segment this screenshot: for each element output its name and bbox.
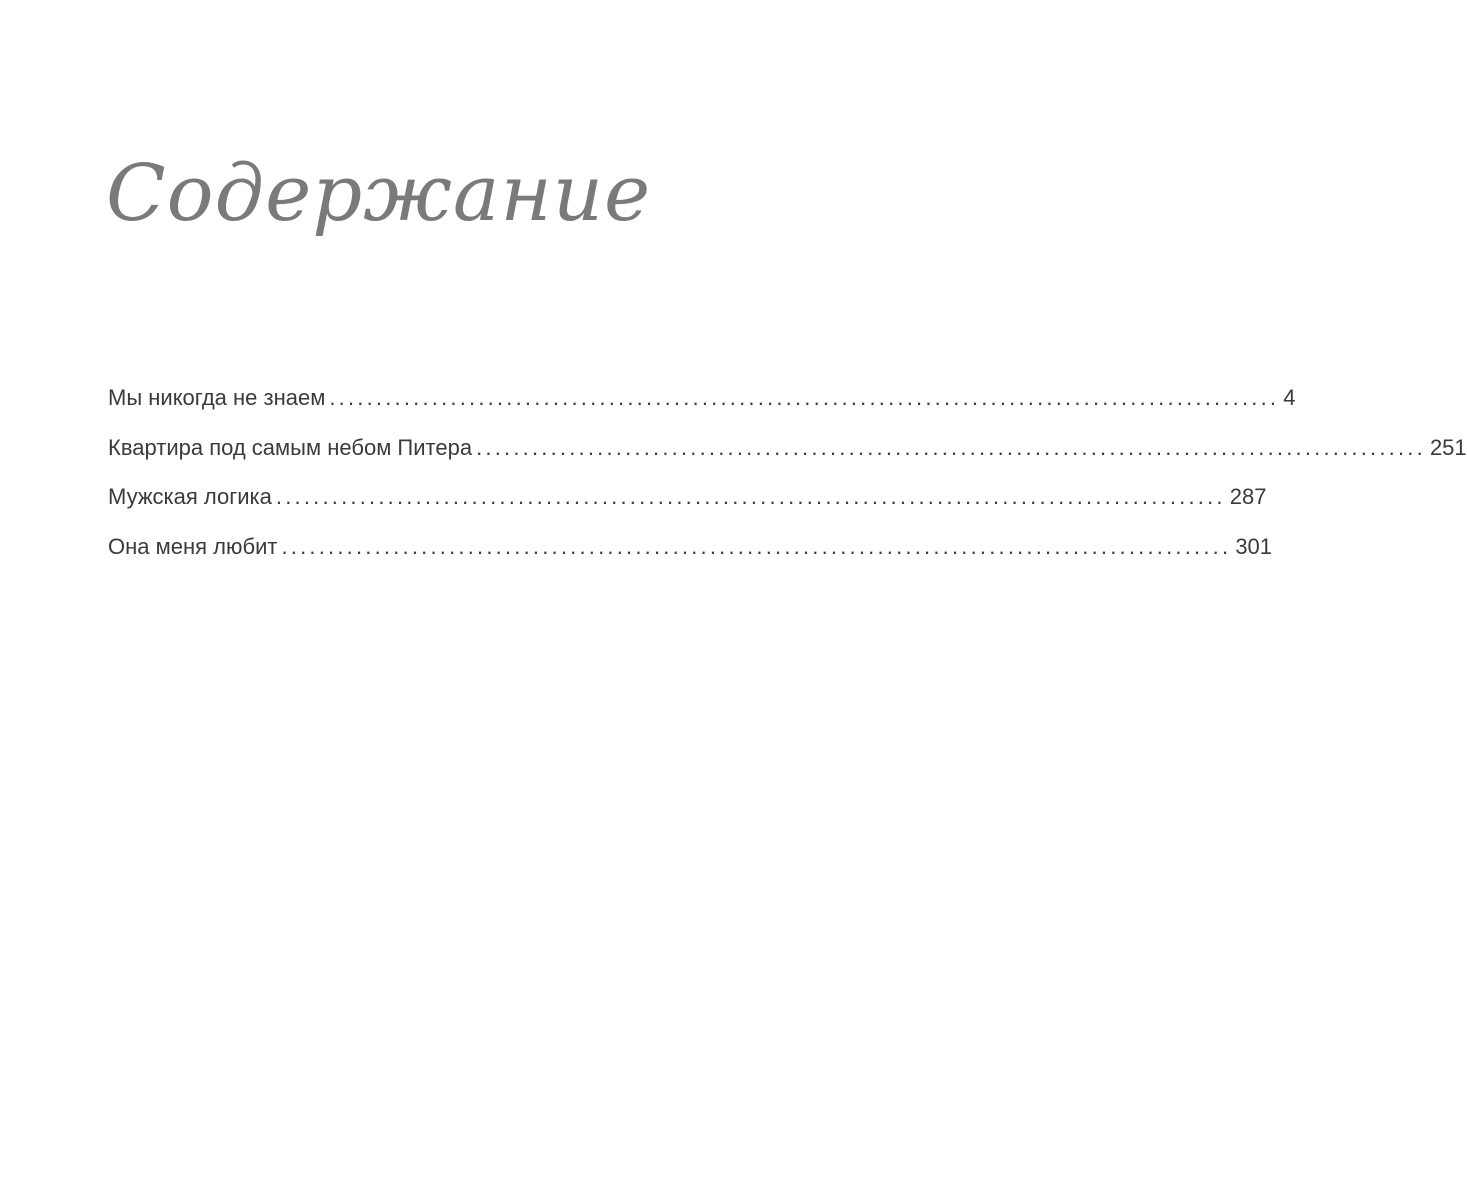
toc-page-number: 4 [1283, 385, 1296, 410]
toc-entry-title: Она меня любит [108, 533, 278, 559]
toc-entry-title: Мужская логика [108, 484, 272, 509]
toc-entry [108, 484, 1267, 534]
toc-entry [108, 385, 1296, 435]
toc-page-number: 251 [1429, 434, 1467, 460]
toc-page-number: 301 [1235, 533, 1273, 559]
dot-leader: ...................................................................................................... [281, 533, 1232, 559]
dot-leader: ...................................................................................................... [476, 434, 1426, 460]
toc-entry [108, 434, 1467, 485]
toc-list [108, 385, 1467, 583]
toc-entry-title: Квартира под самым небом Питера [108, 434, 473, 460]
toc-entry-title: Мы никогда не знаем [108, 385, 326, 410]
toc-heading: Содержание [106, 149, 652, 239]
toc-entry [108, 533, 1273, 584]
dot-leader: ...................................................................................................... [275, 484, 1226, 509]
dot-leader: ...................................................................................................... [329, 385, 1280, 410]
toc-page-number: 287 [1229, 484, 1267, 509]
